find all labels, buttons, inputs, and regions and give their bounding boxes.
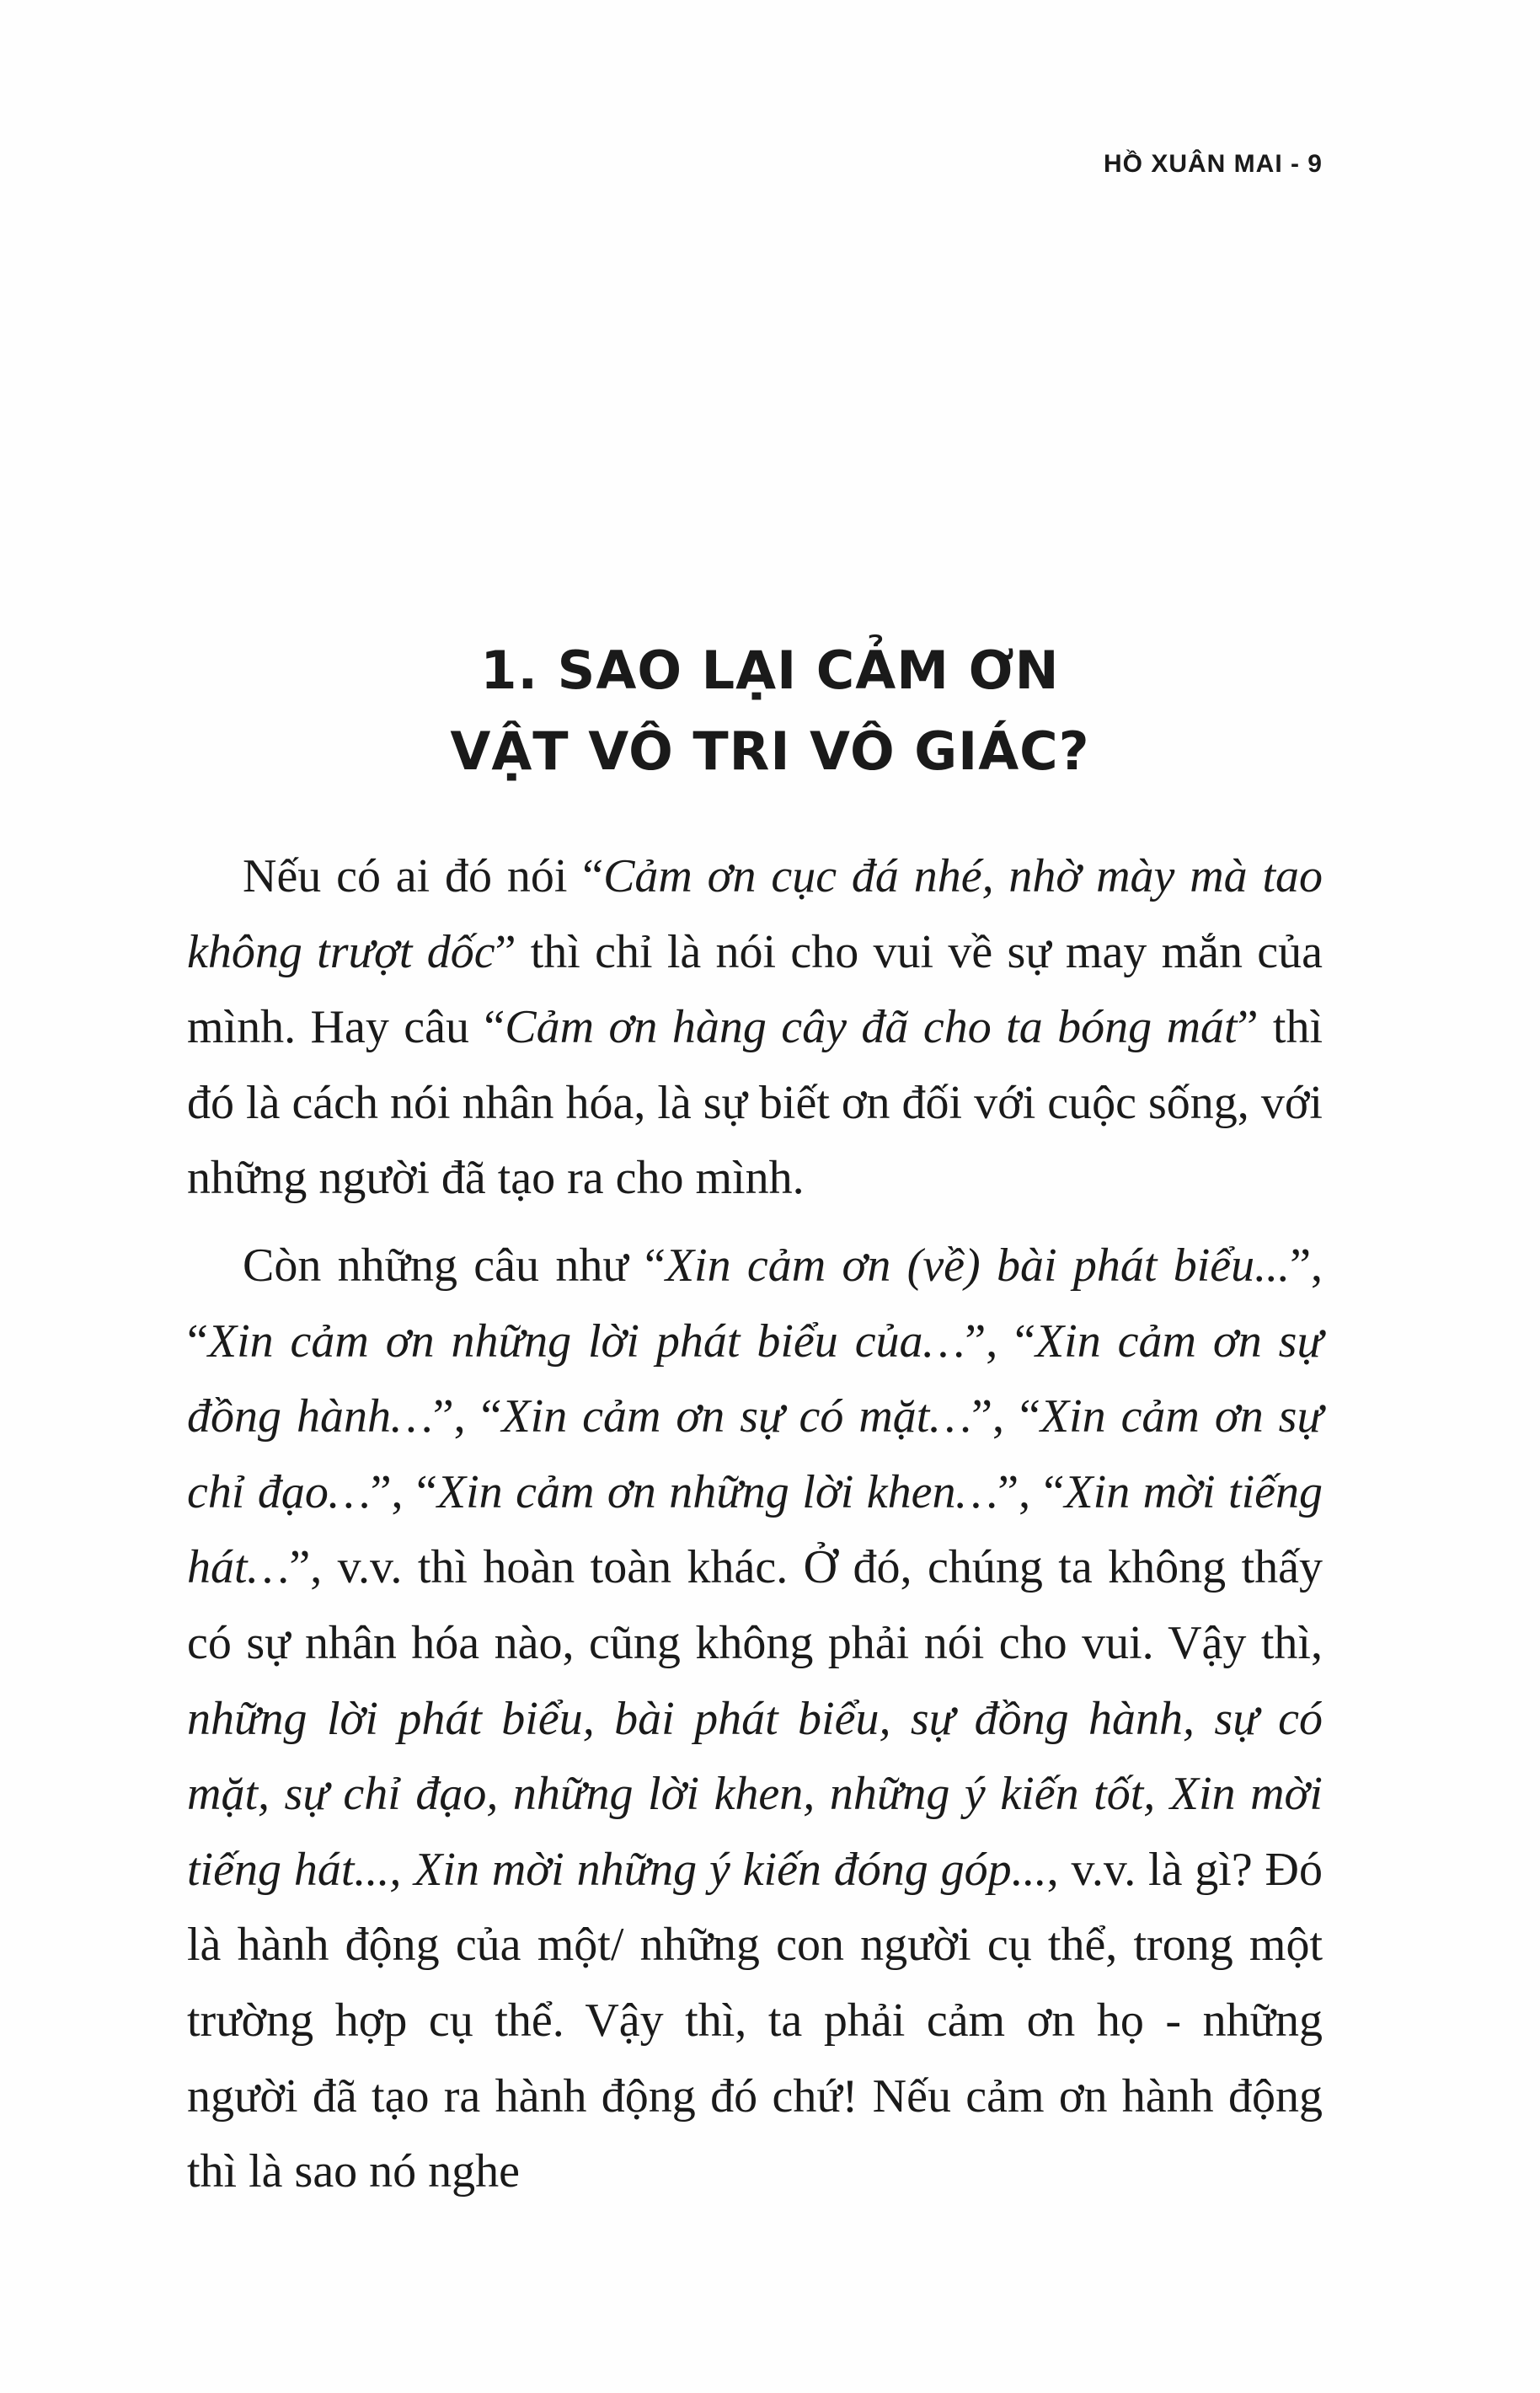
- chapter-title-line-2: VẬT VÔ TRI VÔ GIÁC?: [450, 720, 1090, 782]
- body-text: [187, 839, 1323, 2222]
- paragraph: [187, 839, 1323, 1217]
- italic-text: Cảm ơn hàng cây đã cho ta bóng mát: [505, 1001, 1238, 1054]
- text-run: ”, “: [187, 1239, 1323, 1368]
- text-run: Còn những câu như “: [243, 1239, 666, 1292]
- italic-text: Xin cảm ơn những lời khen…: [436, 1465, 998, 1518]
- italic-text: Xin cảm ơn sự có mặt…: [501, 1390, 972, 1443]
- italic-text: Xin cảm ơn (về) bài phát biểu...: [665, 1239, 1291, 1292]
- text-run: ”, “: [370, 1465, 437, 1518]
- running-header: HỒ XUÂN MAI - 9: [1103, 150, 1323, 178]
- chapter-title-line-1: 1. SAO LẠI CẢM ƠN: [480, 640, 1060, 701]
- text-run: ”, v.v. thì hoàn toàn khác. Ở đó, chúng ta không thấy có sự nhân hóa nào, cũng không phải nói cho vui. Vậy thì,: [187, 1541, 1323, 1669]
- text-run: ”, “: [965, 1314, 1035, 1368]
- text-run: , v.v. là gì? Đó là hành động của một/ những con người cụ thể, trong một trường hợp cụ thể. Vậy thì, ta phải cảm ơn họ - những người đã tạo ra hành động đó chứ! Nếu cảm ơn hành động thì là sao nó nghe: [187, 1843, 1323, 2198]
- text-run: Nếu có ai đó nói “: [243, 850, 604, 902]
- chapter-title: [0, 630, 1540, 792]
- italic-text: Xin cảm ơn sự chỉ đạo…: [187, 1390, 1323, 1518]
- paragraph: [187, 1229, 1323, 2210]
- text-run: ”, “: [997, 1465, 1065, 1518]
- text-run: ” thì chỉ là nói cho vui về sự may mắn của mình. Hay câu “: [187, 925, 1323, 1054]
- italic-text: Cảm ơn cục đá nhé, nhờ mày mà tao không trượt dốc: [187, 850, 1323, 978]
- text-run: ”, “: [971, 1390, 1040, 1443]
- text-run: ”, “: [432, 1390, 502, 1443]
- italic-text: Xin cảm ơn sự đồng hành…: [187, 1314, 1323, 1443]
- italic-text: Xin cảm ơn những lời phát biểu của…: [207, 1314, 965, 1368]
- italic-text: những lời phát biểu, bài phát biểu, sự đồng hành, sự có mặt, sự chỉ đạo, những lời khen, những ý kiến tốt, Xin mời tiếng hát..., Xin mời những ý kiến đóng góp...: [187, 1692, 1323, 1896]
- text-run: ” thì đó là cách nói nhân hóa, là sự biết ơn đối với cuộc sống, với những người đã tạo ra cho mình.: [187, 1001, 1323, 1205]
- italic-text: Xin mời tiếng hát…: [187, 1465, 1323, 1594]
